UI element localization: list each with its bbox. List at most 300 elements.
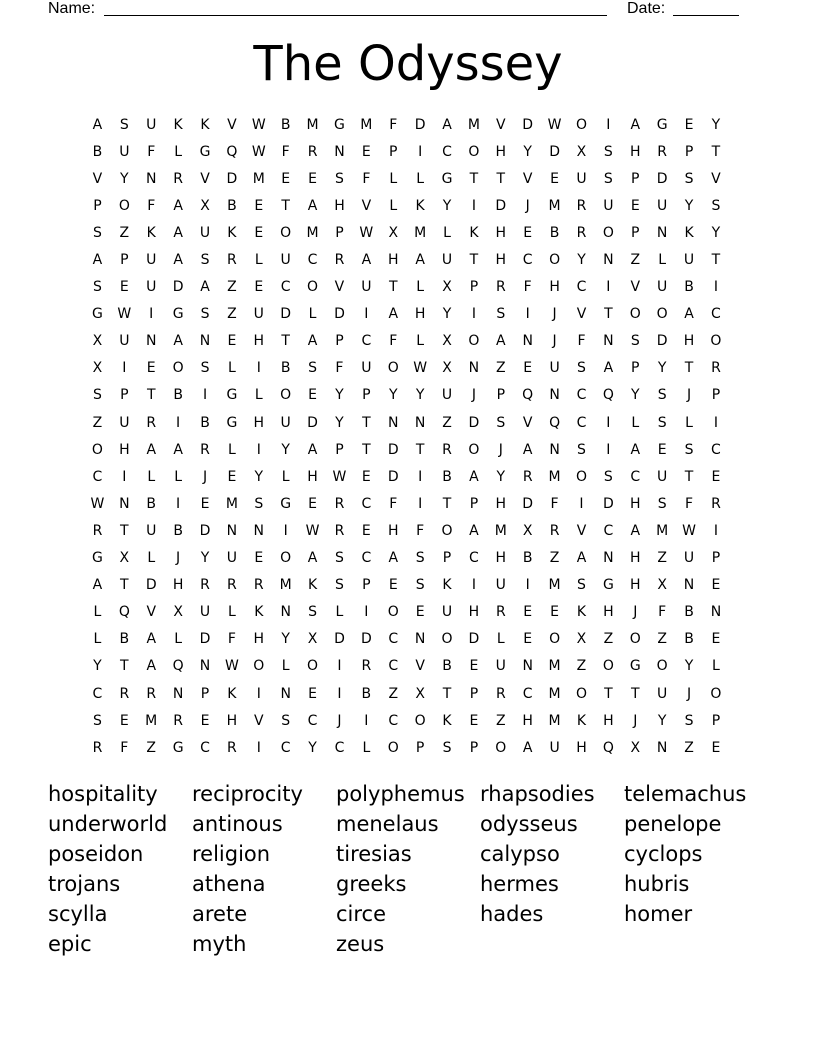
grid-letter[interactable]: S: [603, 143, 613, 160]
grid-letter[interactable]: I: [256, 441, 261, 458]
grid-letter[interactable]: L: [389, 197, 398, 214]
grid-letter[interactable]: U: [657, 279, 668, 296]
grid-letter[interactable]: E: [254, 279, 264, 296]
grid-letter[interactable]: C: [442, 143, 452, 160]
grid-letter[interactable]: E: [308, 387, 317, 404]
grid-letter[interactable]: E: [523, 224, 533, 241]
grid-letter[interactable]: O: [387, 604, 399, 621]
grid-letter[interactable]: U: [146, 252, 157, 269]
grid-letter[interactable]: P: [200, 685, 210, 702]
grid-letter[interactable]: S: [657, 414, 667, 431]
grid-letter[interactable]: C: [576, 387, 587, 404]
grid-letter[interactable]: S: [630, 333, 640, 350]
grid-letter[interactable]: N: [468, 360, 480, 377]
grid-letter[interactable]: V: [576, 306, 587, 323]
grid-letter[interactable]: E: [308, 170, 317, 187]
grid-letter[interactable]: C: [711, 306, 721, 323]
grid-letter[interactable]: X: [576, 143, 587, 160]
grid-letter[interactable]: S: [200, 306, 210, 323]
grid-letter[interactable]: T: [388, 279, 398, 296]
grid-letter[interactable]: F: [658, 604, 667, 621]
grid-letter[interactable]: A: [307, 441, 318, 458]
grid-letter[interactable]: Y: [577, 252, 586, 269]
grid-letter[interactable]: H: [387, 522, 399, 539]
grid-letter[interactable]: R: [227, 739, 237, 756]
grid-letter[interactable]: C: [469, 550, 479, 567]
grid-letter[interactable]: D: [226, 170, 238, 187]
grid-letter[interactable]: N: [172, 685, 184, 702]
grid-letter[interactable]: E: [388, 577, 398, 594]
grid-letter[interactable]: X: [576, 631, 587, 648]
grid-letter[interactable]: O: [307, 658, 319, 675]
grid-letter[interactable]: B: [280, 360, 291, 377]
grid-letter[interactable]: Y: [254, 468, 264, 485]
grid-letter[interactable]: N: [226, 522, 238, 539]
grid-letter[interactable]: O: [468, 441, 480, 458]
grid-letter[interactable]: P: [711, 387, 721, 404]
grid-letter[interactable]: S: [603, 170, 613, 187]
grid-letter[interactable]: S: [684, 712, 694, 729]
grid-letter[interactable]: O: [710, 333, 722, 350]
grid-letter[interactable]: L: [496, 631, 505, 648]
grid-letter[interactable]: B: [684, 279, 694, 296]
grid-letter[interactable]: B: [522, 550, 533, 567]
grid-letter[interactable]: A: [442, 116, 452, 133]
grid-letter[interactable]: R: [227, 577, 237, 594]
grid-letter[interactable]: I: [202, 387, 208, 404]
grid-letter[interactable]: A: [200, 279, 210, 296]
grid-letter[interactable]: Y: [442, 306, 452, 323]
grid-letter[interactable]: S: [657, 387, 667, 404]
grid-letter[interactable]: C: [280, 279, 291, 296]
grid-letter[interactable]: O: [280, 387, 292, 404]
grid-letter[interactable]: Q: [602, 387, 614, 404]
grid-letter[interactable]: R: [495, 685, 506, 702]
grid-letter[interactable]: A: [146, 658, 157, 675]
grid-letter[interactable]: H: [629, 577, 641, 594]
grid-letter[interactable]: L: [631, 414, 640, 431]
grid-letter[interactable]: P: [362, 387, 371, 404]
grid-letter[interactable]: S: [577, 577, 586, 594]
grid-letter[interactable]: U: [280, 252, 291, 269]
grid-letter[interactable]: C: [603, 522, 614, 539]
grid-letter[interactable]: P: [469, 739, 479, 756]
grid-letter[interactable]: F: [389, 495, 398, 512]
grid-letter[interactable]: A: [496, 333, 506, 350]
grid-letter[interactable]: U: [199, 224, 211, 241]
grid-letter[interactable]: R: [173, 170, 183, 187]
grid-letter[interactable]: R: [200, 441, 210, 458]
grid-letter[interactable]: W: [117, 306, 132, 323]
grid-letter[interactable]: M: [467, 116, 480, 133]
grid-letter[interactable]: L: [658, 252, 667, 269]
grid-letter[interactable]: Q: [118, 604, 130, 621]
grid-letter[interactable]: T: [442, 685, 452, 702]
grid-letter[interactable]: E: [550, 604, 560, 621]
grid-letter[interactable]: V: [415, 658, 425, 675]
grid-letter[interactable]: S: [93, 224, 102, 241]
grid-letter[interactable]: S: [415, 550, 425, 567]
grid-letter[interactable]: G: [92, 550, 103, 567]
grid-letter[interactable]: M: [548, 658, 561, 675]
grid-letter[interactable]: C: [361, 550, 372, 567]
grid-letter[interactable]: N: [388, 414, 399, 431]
grid-letter[interactable]: P: [415, 739, 425, 756]
grid-letter[interactable]: V: [711, 170, 721, 187]
grid-letter[interactable]: F: [523, 279, 532, 296]
grid-letter[interactable]: F: [147, 143, 156, 160]
grid-letter[interactable]: D: [307, 414, 318, 431]
grid-letter[interactable]: Y: [630, 387, 640, 404]
grid-letter[interactable]: I: [418, 143, 423, 160]
grid-letter[interactable]: R: [495, 604, 506, 621]
grid-letter[interactable]: B: [173, 387, 183, 404]
grid-letter[interactable]: B: [173, 522, 183, 539]
grid-letter[interactable]: H: [629, 143, 641, 160]
grid-letter[interactable]: Y: [711, 224, 721, 241]
grid-letter[interactable]: A: [146, 631, 157, 648]
grid-letter[interactable]: P: [711, 550, 721, 567]
grid-letter[interactable]: I: [176, 414, 181, 431]
grid-letter[interactable]: A: [576, 550, 587, 567]
grid-letter[interactable]: N: [549, 441, 560, 458]
grid-letter[interactable]: A: [361, 252, 372, 269]
grid-letter[interactable]: K: [442, 577, 452, 594]
grid-letter[interactable]: U: [495, 577, 506, 594]
grid-letter[interactable]: B: [361, 685, 372, 702]
grid-letter[interactable]: A: [388, 550, 399, 567]
grid-letter[interactable]: R: [442, 441, 452, 458]
grid-letter[interactable]: T: [120, 577, 129, 594]
grid-letter[interactable]: C: [630, 468, 641, 485]
grid-letter[interactable]: C: [711, 441, 721, 458]
grid-letter[interactable]: I: [713, 522, 718, 539]
grid-letter[interactable]: E: [361, 143, 371, 160]
grid-letter[interactable]: L: [335, 604, 344, 621]
grid-letter[interactable]: Y: [120, 170, 129, 187]
grid-letter[interactable]: N: [145, 333, 157, 350]
grid-letter[interactable]: I: [471, 306, 476, 323]
grid-letter[interactable]: H: [307, 468, 318, 485]
grid-letter[interactable]: S: [603, 468, 613, 485]
grid-letter[interactable]: R: [173, 712, 183, 729]
grid-letter[interactable]: X: [92, 333, 103, 350]
grid-letter[interactable]: M: [252, 170, 265, 187]
grid-letter[interactable]: B: [442, 468, 452, 485]
grid-letter[interactable]: L: [389, 170, 398, 187]
grid-letter[interactable]: L: [93, 604, 102, 621]
grid-letter[interactable]: B: [200, 414, 210, 431]
grid-letter[interactable]: T: [120, 522, 129, 539]
grid-letter[interactable]: H: [603, 712, 614, 729]
grid-letter[interactable]: S: [200, 360, 210, 377]
grid-letter[interactable]: L: [416, 333, 425, 350]
grid-letter[interactable]: S: [577, 360, 586, 377]
grid-letter[interactable]: C: [388, 712, 399, 729]
grid-letter[interactable]: M: [306, 116, 319, 133]
grid-letter[interactable]: K: [469, 224, 479, 241]
grid-letter[interactable]: L: [174, 143, 183, 160]
grid-letter[interactable]: C: [280, 739, 291, 756]
grid-letter[interactable]: O: [656, 306, 668, 323]
grid-letter[interactable]: K: [173, 116, 183, 133]
grid-letter[interactable]: N: [119, 495, 130, 512]
grid-letter[interactable]: N: [603, 252, 614, 269]
grid-letter[interactable]: N: [656, 224, 668, 241]
grid-letter[interactable]: U: [441, 604, 453, 621]
grid-letter[interactable]: I: [337, 658, 342, 675]
grid-letter[interactable]: T: [711, 252, 721, 269]
grid-letter[interactable]: A: [388, 306, 399, 323]
grid-letter[interactable]: I: [471, 197, 476, 214]
grid-letter[interactable]: Y: [281, 441, 290, 458]
grid-letter[interactable]: A: [92, 116, 103, 133]
grid-letter[interactable]: T: [630, 685, 640, 702]
grid-letter[interactable]: S: [335, 577, 344, 594]
grid-letter[interactable]: D: [145, 577, 157, 594]
grid-letter[interactable]: E: [254, 224, 264, 241]
grid-letter[interactable]: I: [256, 360, 261, 377]
grid-letter[interactable]: A: [307, 333, 318, 350]
grid-letter[interactable]: K: [227, 224, 237, 241]
grid-letter[interactable]: H: [253, 333, 265, 350]
grid-letter[interactable]: P: [120, 387, 129, 404]
grid-letter[interactable]: Z: [630, 252, 641, 269]
grid-letter[interactable]: J: [525, 197, 530, 214]
grid-letter[interactable]: D: [468, 631, 480, 648]
grid-letter[interactable]: F: [335, 360, 344, 377]
grid-letter[interactable]: I: [122, 468, 127, 485]
grid-letter[interactable]: I: [579, 495, 584, 512]
grid-letter[interactable]: I: [149, 306, 154, 323]
grid-letter[interactable]: B: [684, 631, 694, 648]
grid-letter[interactable]: U: [119, 333, 130, 350]
grid-letter[interactable]: C: [200, 739, 210, 756]
grid-letter[interactable]: X: [173, 604, 183, 621]
grid-letter[interactable]: A: [603, 360, 614, 377]
grid-letter[interactable]: S: [442, 739, 452, 756]
grid-letter[interactable]: K: [227, 685, 237, 702]
grid-letter[interactable]: O: [602, 658, 614, 675]
grid-letter[interactable]: S: [281, 712, 291, 729]
grid-letter[interactable]: L: [712, 658, 720, 675]
grid-letter[interactable]: K: [576, 604, 587, 621]
grid-letter[interactable]: L: [227, 604, 236, 621]
grid-letter[interactable]: U: [441, 387, 453, 404]
grid-letter[interactable]: R: [227, 252, 237, 269]
grid-letter[interactable]: J: [552, 306, 557, 323]
grid-letter[interactable]: U: [253, 306, 264, 323]
grid-letter[interactable]: O: [414, 712, 426, 729]
grid-letter[interactable]: P: [335, 441, 344, 458]
date-blank-line[interactable]: [673, 15, 739, 16]
grid-letter[interactable]: P: [362, 577, 371, 594]
grid-letter[interactable]: A: [522, 441, 533, 458]
grid-letter[interactable]: O: [549, 252, 561, 269]
grid-letter[interactable]: Y: [335, 414, 344, 431]
grid-letter[interactable]: Z: [119, 224, 130, 241]
grid-letter[interactable]: P: [711, 712, 721, 729]
grid-letter[interactable]: E: [630, 197, 640, 214]
grid-letter[interactable]: N: [414, 631, 426, 648]
grid-letter[interactable]: O: [441, 522, 453, 539]
grid-letter[interactable]: Y: [684, 658, 694, 675]
grid-letter[interactable]: O: [280, 224, 292, 241]
grid-letter[interactable]: G: [441, 170, 453, 187]
grid-letter[interactable]: A: [307, 197, 318, 214]
grid-letter[interactable]: Y: [657, 712, 667, 729]
grid-letter[interactable]: E: [711, 739, 721, 756]
grid-letter[interactable]: S: [93, 279, 102, 296]
grid-letter[interactable]: U: [549, 739, 560, 756]
grid-letter[interactable]: D: [495, 197, 507, 214]
grid-letter[interactable]: K: [254, 604, 264, 621]
grid-letter[interactable]: E: [146, 360, 156, 377]
grid-letter[interactable]: S: [308, 604, 318, 621]
grid-letter[interactable]: W: [547, 116, 562, 133]
grid-letter[interactable]: D: [172, 279, 184, 296]
grid-letter[interactable]: L: [93, 631, 102, 648]
grid-letter[interactable]: Z: [657, 631, 667, 648]
grid-letter[interactable]: F: [389, 333, 398, 350]
grid-letter[interactable]: U: [119, 143, 130, 160]
grid-letter[interactable]: V: [522, 414, 533, 431]
grid-letter[interactable]: D: [602, 495, 614, 512]
grid-letter[interactable]: Z: [146, 739, 157, 756]
grid-letter[interactable]: W: [251, 116, 266, 133]
grid-letter[interactable]: I: [364, 306, 369, 323]
grid-letter[interactable]: R: [119, 685, 130, 702]
grid-letter[interactable]: H: [683, 333, 695, 350]
grid-letter[interactable]: R: [657, 143, 668, 160]
grid-letter[interactable]: E: [361, 468, 371, 485]
grid-letter[interactable]: G: [656, 116, 668, 133]
grid-letter[interactable]: S: [684, 441, 694, 458]
grid-letter[interactable]: U: [441, 252, 453, 269]
grid-letter[interactable]: T: [120, 658, 129, 675]
grid-letter[interactable]: D: [199, 631, 211, 648]
grid-letter[interactable]: H: [495, 495, 507, 512]
grid-letter[interactable]: U: [146, 522, 157, 539]
grid-letter[interactable]: N: [522, 333, 533, 350]
grid-letter[interactable]: O: [387, 739, 399, 756]
grid-letter[interactable]: R: [146, 414, 157, 431]
grid-letter[interactable]: H: [253, 631, 265, 648]
grid-letter[interactable]: S: [119, 116, 129, 133]
grid-letter[interactable]: M: [306, 224, 319, 241]
grid-letter[interactable]: A: [92, 577, 103, 594]
grid-letter[interactable]: U: [576, 170, 587, 187]
grid-letter[interactable]: P: [684, 143, 694, 160]
grid-letter[interactable]: P: [469, 279, 479, 296]
grid-letter[interactable]: T: [684, 468, 694, 485]
grid-letter[interactable]: Y: [415, 387, 425, 404]
grid-letter[interactable]: E: [119, 279, 129, 296]
grid-letter[interactable]: P: [496, 387, 506, 404]
grid-letter[interactable]: F: [227, 631, 236, 648]
grid-letter[interactable]: L: [227, 441, 236, 458]
grid-letter[interactable]: E: [657, 441, 667, 458]
grid-letter[interactable]: T: [146, 387, 156, 404]
grid-letter[interactable]: V: [146, 604, 157, 621]
grid-letter[interactable]: A: [630, 116, 641, 133]
grid-letter[interactable]: P: [631, 170, 640, 187]
grid-letter[interactable]: F: [577, 333, 586, 350]
grid-letter[interactable]: L: [147, 550, 156, 567]
grid-letter[interactable]: S: [711, 197, 721, 214]
grid-letter[interactable]: V: [254, 712, 264, 729]
grid-letter[interactable]: L: [308, 306, 317, 323]
grid-letter[interactable]: U: [146, 279, 157, 296]
grid-letter[interactable]: O: [441, 631, 453, 648]
grid-letter[interactable]: C: [522, 685, 533, 702]
grid-letter[interactable]: E: [711, 577, 721, 594]
grid-letter[interactable]: Y: [657, 360, 667, 377]
grid-letter[interactable]: A: [173, 441, 183, 458]
grid-letter[interactable]: Q: [602, 739, 614, 756]
grid-letter[interactable]: Z: [227, 279, 237, 296]
grid-letter[interactable]: Y: [442, 197, 452, 214]
grid-letter[interactable]: N: [656, 739, 668, 756]
grid-letter[interactable]: T: [362, 414, 371, 431]
grid-letter[interactable]: Y: [523, 143, 532, 160]
grid-letter[interactable]: D: [468, 414, 480, 431]
grid-letter[interactable]: V: [92, 170, 103, 187]
grid-letter[interactable]: A: [415, 252, 425, 269]
grid-letter[interactable]: S: [93, 387, 102, 404]
grid-letter[interactable]: Y: [388, 387, 398, 404]
grid-letter[interactable]: P: [120, 252, 129, 269]
grid-letter[interactable]: R: [711, 495, 721, 512]
grid-letter[interactable]: T: [281, 197, 290, 214]
grid-letter[interactable]: I: [606, 116, 611, 133]
grid-letter[interactable]: X: [119, 550, 130, 567]
grid-letter[interactable]: Y: [308, 739, 317, 756]
grid-letter[interactable]: C: [576, 279, 587, 296]
grid-letter[interactable]: L: [416, 279, 425, 296]
grid-letter[interactable]: H: [226, 712, 238, 729]
grid-letter[interactable]: G: [602, 577, 614, 594]
grid-letter[interactable]: I: [176, 495, 181, 512]
grid-letter[interactable]: S: [254, 495, 264, 512]
grid-letter[interactable]: T: [684, 360, 694, 377]
grid-letter[interactable]: U: [657, 685, 668, 702]
grid-letter[interactable]: E: [469, 658, 479, 675]
grid-letter[interactable]: G: [172, 739, 184, 756]
grid-letter[interactable]: A: [173, 197, 183, 214]
grid-letter[interactable]: Z: [442, 414, 452, 431]
grid-letter[interactable]: N: [199, 658, 211, 675]
grid-letter[interactable]: G: [172, 306, 184, 323]
grid-letter[interactable]: Z: [549, 550, 560, 567]
grid-letter[interactable]: H: [549, 279, 560, 296]
grid-letter[interactable]: E: [523, 360, 533, 377]
grid-letter[interactable]: O: [549, 631, 561, 648]
grid-letter[interactable]: V: [334, 279, 345, 296]
grid-letter[interactable]: K: [442, 712, 452, 729]
grid-letter[interactable]: N: [280, 685, 291, 702]
grid-letter[interactable]: W: [682, 522, 696, 539]
grid-letter[interactable]: I: [713, 414, 718, 431]
grid-letter[interactable]: B: [119, 631, 130, 648]
grid-letter[interactable]: N: [683, 577, 695, 594]
grid-letter[interactable]: S: [657, 495, 667, 512]
grid-letter[interactable]: N: [280, 604, 291, 621]
grid-letter[interactable]: L: [227, 360, 236, 377]
grid-letter[interactable]: Z: [496, 712, 506, 729]
grid-letter[interactable]: U: [280, 414, 291, 431]
grid-letter[interactable]: K: [576, 712, 587, 729]
